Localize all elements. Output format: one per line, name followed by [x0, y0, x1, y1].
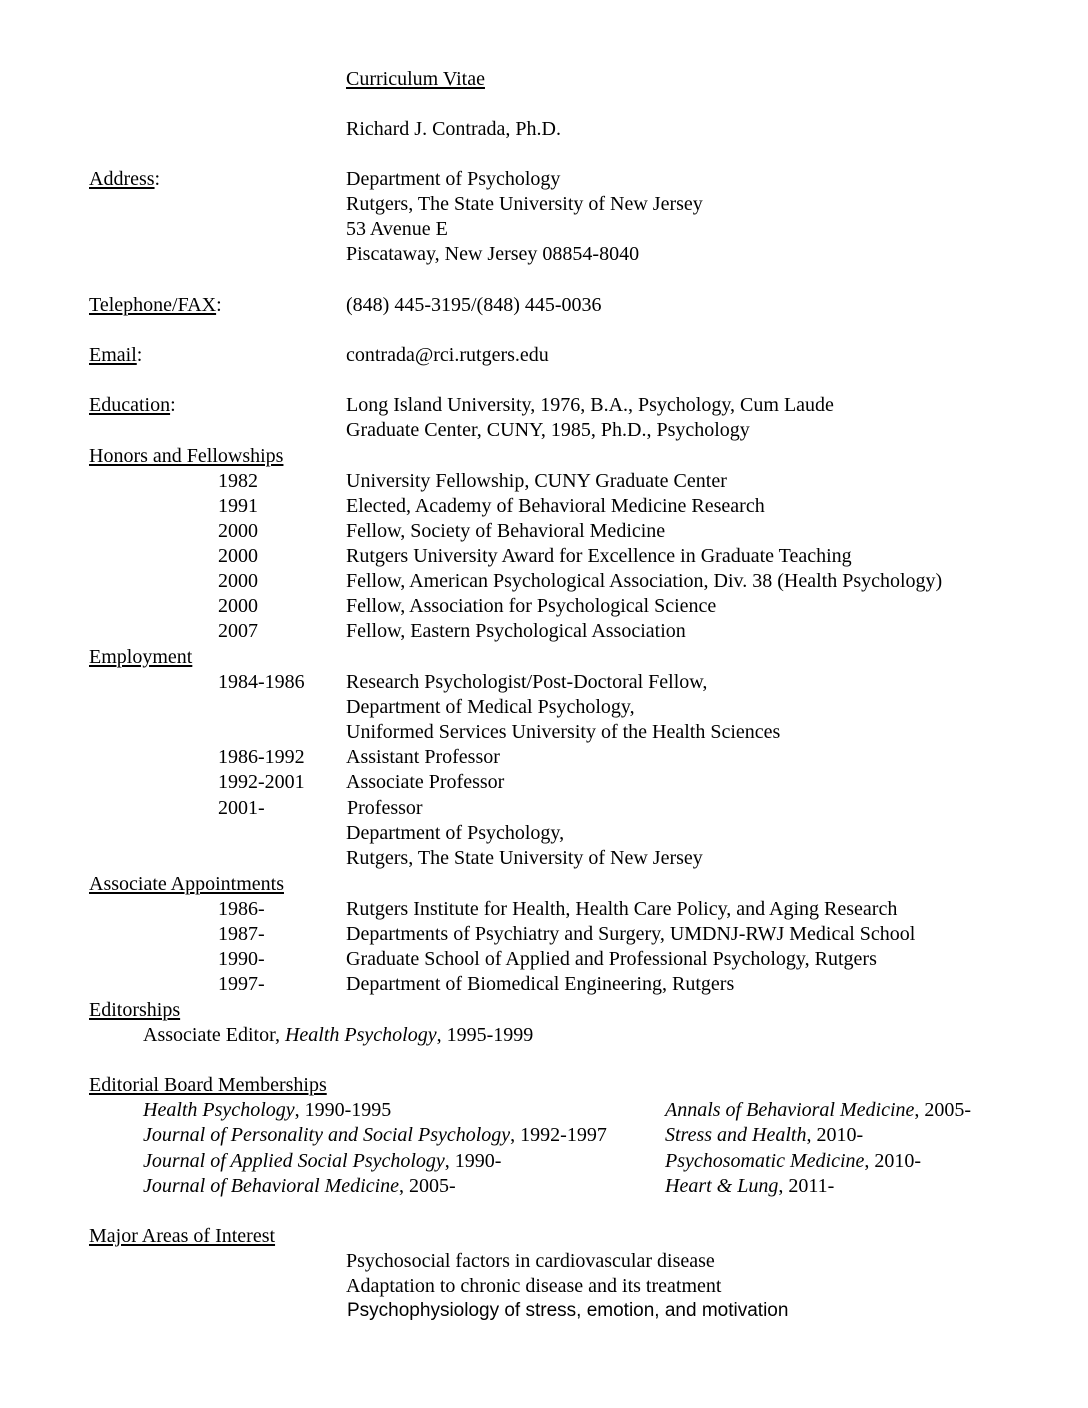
- editorship-journal: Health Psychology: [284, 1024, 437, 1046]
- honor-year: 1991: [218, 495, 258, 517]
- employment-year: 1984-1986: [218, 671, 305, 693]
- address-label: Address: [89, 168, 155, 190]
- honor-text: University Fellowship, CUNY Graduate Center: [346, 470, 727, 492]
- employment-line: Rutgers, The State University of New Jersey: [346, 847, 703, 869]
- honor-text: Fellow, Eastern Psychological Association: [346, 620, 686, 642]
- employment-line: Research Psychologist/Post-Doctoral Fellow,: [346, 671, 708, 693]
- document-title: Curriculum Vitae: [346, 68, 485, 90]
- employment-heading: Employment: [89, 646, 193, 668]
- board-years: , 2011-: [778, 1175, 835, 1197]
- board-years: , 1990-: [444, 1150, 502, 1172]
- board-journal: Journal of Applied Social Psychology: [143, 1150, 445, 1172]
- board-years: , 2010-: [864, 1150, 922, 1172]
- honor-text: Fellow, Association for Psychological Science: [346, 595, 717, 617]
- employment-line: Uniformed Services University of the Health Sciences: [346, 721, 781, 743]
- board-journal: Health Psychology: [143, 1099, 295, 1121]
- honor-year: 2000: [218, 545, 258, 567]
- person-name: Richard J. Contrada, Ph.D.: [346, 118, 561, 140]
- board-journal: Journal of Behavioral Medicine: [143, 1175, 400, 1197]
- honor-year: 2007: [218, 620, 258, 642]
- honor-text: Fellow, Society of Behavioral Medicine: [346, 520, 666, 542]
- address-line: 53 Avenue E: [346, 218, 448, 240]
- editorship-role: Associate Editor,: [143, 1024, 285, 1046]
- board-entry: [143, 1174, 456, 1198]
- interest-item: Psychosocial factors in cardiovascular disease: [346, 1250, 715, 1272]
- address-line: Department of Psychology: [346, 168, 561, 190]
- editorships-heading: Editorships: [89, 999, 181, 1021]
- board-entry: [143, 1149, 501, 1173]
- board-entry: [143, 1098, 391, 1122]
- board-years: , 2005-: [399, 1175, 456, 1197]
- honor-text: Fellow, American Psychological Association, Div. 38 (Health Psychology): [346, 570, 943, 592]
- employment-year: 2001-: [218, 797, 265, 819]
- appointment-text: Graduate School of Applied and Professional Psychology, Rutgers: [346, 948, 877, 970]
- telephone-label: Telephone/FAX: [89, 294, 217, 316]
- appointments-heading: Associate Appointments: [89, 873, 284, 895]
- employment-line: Assistant Professor: [346, 746, 500, 768]
- board-journal: Annals of Behavioral Medicine: [665, 1099, 915, 1121]
- appointment-text: Departments of Psychiatry and Surgery, UMDNJ-RWJ Medical School: [346, 923, 916, 945]
- honor-year: 1982: [218, 470, 258, 492]
- education-heading: Education:: [89, 394, 176, 416]
- honor-text: Elected, Academy of Behavioral Medicine Research: [346, 495, 765, 517]
- board-years: , 1990-1995: [294, 1099, 392, 1121]
- employment-line: Department of Medical Psychology,: [346, 696, 635, 718]
- interests-heading: Major Areas of Interest: [89, 1225, 276, 1247]
- appointment-text: Rutgers Institute for Health, Health Care Policy, and Aging Research: [346, 898, 898, 920]
- education-line: Long Island University, 1976, B.A., Psychology, Cum Laude: [346, 394, 834, 416]
- appointment-text: Department of Biomedical Engineering, Rutgers: [346, 973, 735, 995]
- honor-year: 2000: [218, 520, 258, 542]
- appointment-year: 1990-: [218, 948, 265, 970]
- employment-year: 1986-1992: [218, 746, 305, 768]
- telephone-heading: Telephone/FAX:: [89, 294, 222, 316]
- telephone-value: (848) 445-3195/(848) 445-0036: [346, 294, 602, 316]
- board-years: , 2010-: [806, 1124, 864, 1146]
- education-label: Education: [89, 394, 171, 416]
- board-journal: Journal of Personality and Social Psychology: [143, 1124, 511, 1146]
- interest-item: Adaptation to chronic disease and its treatment: [346, 1275, 722, 1297]
- board-entry: [143, 1123, 607, 1147]
- board-entry: [665, 1149, 921, 1173]
- address-line: Piscataway, New Jersey 08854-8040: [346, 243, 640, 265]
- editorship-entry: [143, 1023, 533, 1047]
- board-years: , 1992-1997: [510, 1124, 607, 1146]
- boards-heading: Editorial Board Memberships: [89, 1074, 327, 1096]
- email-label: Email: [89, 344, 137, 366]
- appointment-year: 1987-: [218, 923, 265, 945]
- employment-year: 1992-2001: [218, 771, 305, 793]
- employment-line: Associate Professor: [346, 771, 505, 793]
- honor-year: 2000: [218, 595, 258, 617]
- email-heading: Email:: [89, 344, 143, 366]
- editorship-years: , 1995-1999: [436, 1024, 534, 1046]
- appointment-year: 1986-: [218, 898, 265, 920]
- board-journal: Stress and Health: [665, 1124, 807, 1146]
- board-entry: [665, 1098, 971, 1122]
- board-entry: [665, 1174, 834, 1198]
- board-journal: Psychosomatic Medicine: [665, 1150, 865, 1172]
- board-entry: [665, 1123, 863, 1147]
- address-line: Rutgers, The State University of New Jersey: [346, 193, 703, 215]
- address-heading: Address:: [89, 168, 161, 190]
- honor-year: 2000: [218, 570, 258, 592]
- employment-line: Professor: [347, 797, 423, 819]
- honor-text: Rutgers University Award for Excellence in Graduate Teaching: [346, 545, 852, 567]
- interest-item: Psychophysiology of stress, emotion, and motivation: [347, 1300, 789, 1321]
- board-journal: Heart & Lung: [665, 1175, 779, 1197]
- employment-line: Department of Psychology,: [346, 822, 565, 844]
- honors-heading: Honors and Fellowships: [89, 445, 284, 467]
- education-line: Graduate Center, CUNY, 1985, Ph.D., Psychology: [346, 419, 750, 441]
- board-years: , 2005-: [914, 1099, 972, 1121]
- email-value: contrada@rci.rutgers.edu: [346, 344, 549, 366]
- appointment-year: 1997-: [218, 973, 265, 995]
